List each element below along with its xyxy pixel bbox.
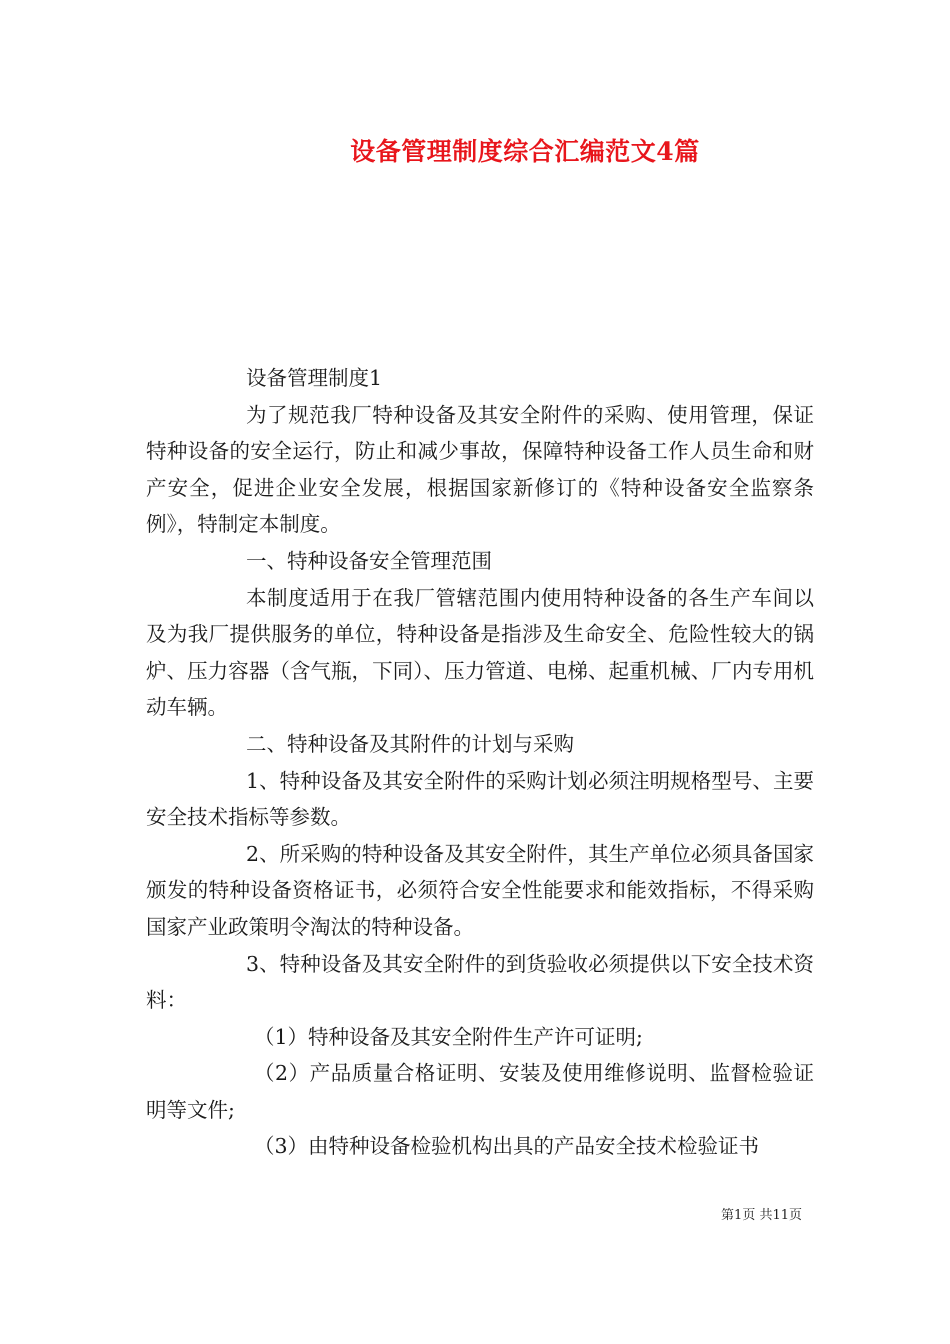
body-paragraph: 1、特种设备及其安全附件的采购计划必须注明规格型号、主要安全技术指标等参数。 [146, 768, 814, 830]
list-item: （3）由特种设备检验机构出具的产品安全技术检验证书 [254, 1134, 760, 1159]
body-paragraph: 2、所采购的特种设备及其安全附件，其生产单位必须具备国家颁发的特种设备资格证书，必须符合安全性能要求和能效指标，不得采购国家产业政策明令淘汰的特种设备。 [146, 841, 814, 939]
section-heading: 一、特种设备安全管理范围 [246, 548, 492, 573]
list-item: （1）特种设备及其安全附件生产许可证明; [254, 1024, 643, 1049]
list-item: （2）产品质量合格证明、安装及使用维修说明、监督检验证明等文件; [146, 1061, 814, 1122]
body-paragraph: 3、特种设备及其安全附件的到货验收必须提供以下安全技术资料： [146, 951, 814, 1013]
page-number-footer: 第1页 共11页 [721, 1208, 802, 1223]
document-title: 设备管理制度综合汇编范文4篇 [350, 137, 700, 166]
section-heading: 设备管理制度1 [246, 366, 383, 390]
document-body [146, 360, 814, 1165]
section-heading: 二、特种设备及其附件的计划与采购 [246, 731, 574, 756]
body-paragraph: 本制度适用于在我厂管辖范围内使用特种设备的各生产车间以及为我厂提供服务的单位，特种设备是指涉及生命安全、危险性较大的锅炉、压力容器（含气瓶，下同）、压力管道、电梯、起重机械、厂内专用机动车辆。 [146, 585, 814, 720]
body-paragraph: 为了规范我厂特种设备及其安全附件的采购、使用管理，保证特种设备的安全运行，防止和减少事故，保障特种设备工作人员生命和财产安全，促进企业安全发展，根据国家新修订的《特种设备安全监察条例》，特制定本制度。 [146, 402, 814, 537]
